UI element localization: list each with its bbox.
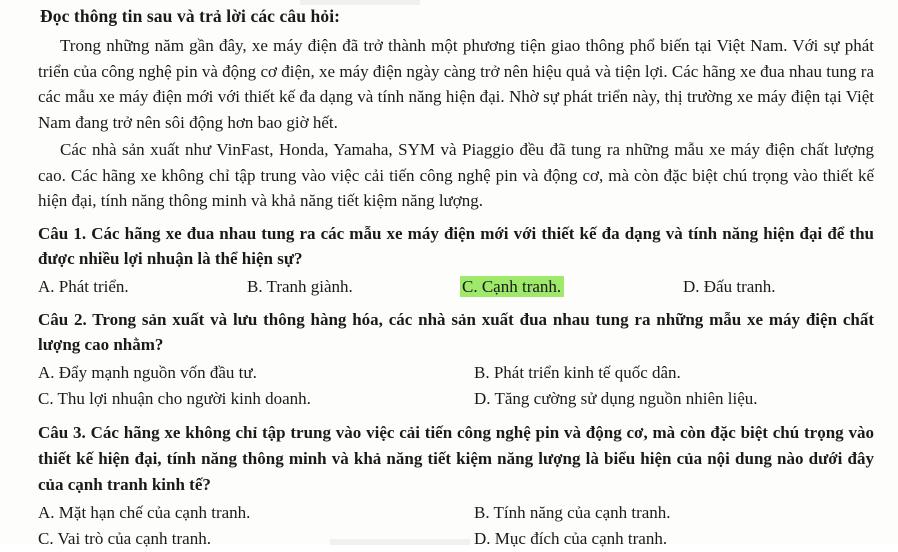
passage-paragraph-1: Trong những năm gần đây, xe máy điện đã trở thành một phương tiện giao thông phổ biến tại Việt Nam. Với sự phát triển của công nghệ pin và động cơ điện, xe máy điện ngày càng trở nên hiệu quả và tiện lợi. Các hãng xe đua nhau tung ra các mẫu xe máy điện mới với thiết kế đa dạng và tính năng hiện đại. Nhờ sự phát triển này, thị trường xe máy điện tại Việt Nam đang trở nên sôi động hơn bao giờ hết. <box>38 36 874 132</box>
question-1-option-d[interactable]: D. Đấu tranh. <box>683 276 776 296</box>
question-1-option-b[interactable]: B. Tranh giành. <box>247 276 353 296</box>
question-1-stem: Câu 1. Các hãng xe đua nhau tung ra các mẫu xe máy điện mới với thiết kế đa dạng và tính năng hiện đại để thu được nhiều lợi nhuận là thể hiện sự? <box>38 223 874 268</box>
question-2-options <box>38 360 874 412</box>
passage-heading: Đọc thông tin sau và trả lời các câu hỏi: <box>40 6 341 26</box>
question-3-option-b[interactable]: B. Tính năng của cạnh tranh. <box>474 502 671 522</box>
page-bottom-cut-text <box>330 539 470 545</box>
passage-paragraph-2: Các nhà sản xuất như VinFast, Honda, Yamaha, SYM và Piaggio đều đã tung ra những mẫu xe máy điện chất lượng cao. Các hãng xe không chỉ tập trung vào việc cải tiến công nghệ pin và động cơ, mà còn đặc biệt chú trọng vào thiết kế hiện đại, tính năng thông minh và khả năng tiết kiệm năng lượng. <box>38 140 874 210</box>
question-2-option-c[interactable]: C. Thu lợi nhuận cho người kinh doanh. <box>38 388 311 408</box>
question-3-option-a[interactable]: A. Mặt hạn chế của cạnh tranh. <box>38 502 251 522</box>
question-3-option-d[interactable]: D. Mục đích của cạnh tranh. <box>474 528 668 548</box>
page-top-cut-text <box>300 0 420 5</box>
question-1-option-a[interactable]: A. Phát triển. <box>38 276 129 296</box>
question-1-options <box>38 274 874 300</box>
question-2-stem: Câu 2. Trong sản xuất và lưu thông hàng hóa, các nhà sản xuất đua nhau tung ra những mẫu xe máy điện chất lượng cao nhằm? <box>38 309 874 354</box>
question-2-option-a[interactable]: A. Đẩy mạnh nguồn vốn đầu tư. <box>38 362 257 382</box>
question-1-option-c-highlight: C. Cạnh tranh. <box>460 276 564 297</box>
question-2-option-d[interactable]: D. Tăng cường sử dụng nguồn nhiên liệu. <box>474 388 758 408</box>
question-3-stem: Câu 3. Các hãng xe không chỉ tập trung vào việc cải tiến công nghệ pin và động cơ, mà còn đặc biệt chú trọng vào thiết kế hiện đại, tính năng thông minh và khả năng tiết kiệm năng lượng là biểu hiện của nội dung nào dưới đây của cạnh tranh kinh tế? <box>38 422 874 494</box>
question-3-option-c[interactable]: C. Vai trò của cạnh tranh. <box>38 528 211 548</box>
question-2-option-b[interactable]: B. Phát triển kinh tế quốc dân. <box>474 362 681 382</box>
question-1-option-c[interactable] <box>456 274 665 300</box>
